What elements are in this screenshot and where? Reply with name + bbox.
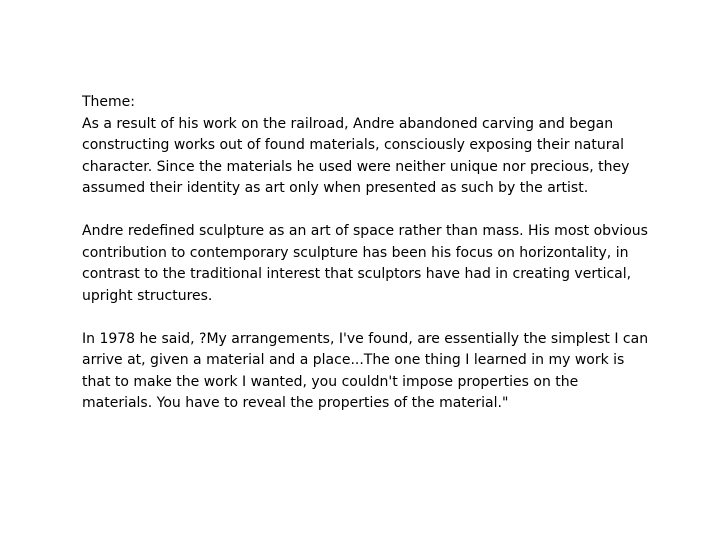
paragraph-railroad: As a result of his work on the railroad, Andre abandoned carving and began constructing works out of found materials, consciously exposing their natural character. Since the materials he used were neither unique nor precious, they assumed their identity as art only when presented as such by the artist.	[82, 115, 630, 196]
text-block	[82, 92, 682, 415]
theme-heading: Theme:	[82, 94, 136, 110]
paragraph-quote-1978: In 1978 he said, ?My arrangements, I've found, are essentially the simplest I can arrive at, given a material and a place...The one thing I learned in my work is that to make the work I wanted, you couldn't impose properties on the materials. You have to reveal the properties of the material."	[82, 330, 649, 411]
paragraph-horizontality: Andre redefined sculpture as an art of space rather than mass. His most obvious contribution to contemporary sculpture has been his focus on horizontality, in contrast to the traditional interest that sculptors have had in creating vertical, upright structures.	[82, 223, 648, 304]
